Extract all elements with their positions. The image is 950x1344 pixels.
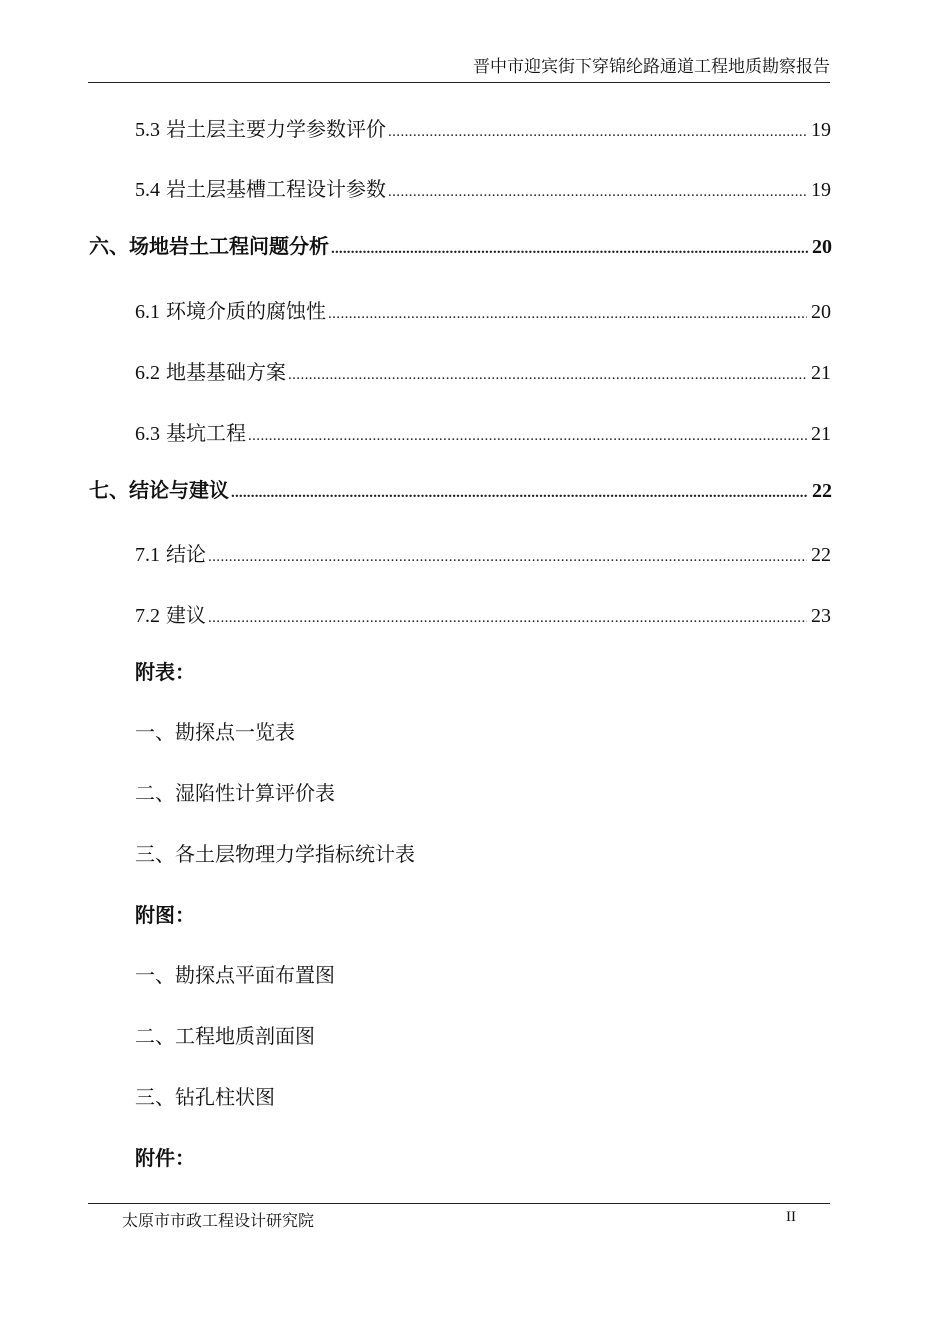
toc-entry-number: 5.4 [135, 179, 160, 201]
appendix-figure-item[interactable]: 二、工程地质剖面图 [135, 1024, 315, 1048]
toc-dot-leader [248, 428, 807, 445]
toc-entry-number: 6.3 [135, 423, 160, 445]
toc-entry-page: 21 [811, 423, 831, 445]
toc-entry-6-3[interactable] [135, 417, 831, 446]
toc-chapter-title: 结论与建议 [129, 478, 229, 502]
appendix-tables-heading: 附表： [135, 660, 195, 684]
toc-chapter-number: 六、 [89, 234, 129, 258]
toc-entry-7-1[interactable] [135, 538, 831, 567]
toc-entry-title: 环境介质的腐蚀性 [166, 299, 326, 323]
toc-entry-title: 岩土层主要力学参数评价 [166, 117, 386, 141]
toc-dot-leader [388, 124, 807, 141]
toc-entry-title: 地基基础方案 [166, 360, 286, 384]
footer-divider [88, 1203, 830, 1204]
toc-dot-leader [208, 549, 807, 566]
toc-entry-7-2[interactable] [135, 599, 831, 628]
footer-page-number: II [786, 1209, 796, 1225]
footer-organization: 太原市市政工程设计研究院 [122, 1211, 315, 1230]
toc-entry-number: 5.3 [135, 119, 160, 141]
toc-dot-leader [288, 367, 807, 384]
document-title: 晋中市迎宾街下穿锦纶路通道工程地质勘察报告 [473, 57, 830, 77]
appendix-figure-item[interactable]: 一、勘探点平面布置图 [135, 963, 335, 987]
toc-chapter-6[interactable] [89, 230, 832, 259]
toc-dot-leader [208, 610, 807, 627]
toc-entry-5-4[interactable] [135, 173, 831, 202]
toc-chapter-title: 场地岩土工程问题分析 [129, 234, 329, 258]
toc-chapter-page: 20 [812, 236, 832, 258]
toc-entry-title: 建议 [166, 603, 206, 627]
toc-dot-leader [331, 241, 808, 258]
toc-chapter-7[interactable] [89, 474, 832, 503]
toc-entry-number: 7.1 [135, 544, 160, 566]
toc-entry-page: 19 [811, 119, 831, 141]
toc-dot-leader [388, 184, 807, 201]
toc-dot-leader [231, 485, 808, 502]
toc-chapter-page: 22 [812, 480, 832, 502]
toc-chapter-number: 七、 [89, 478, 129, 502]
attachments-heading: 附件： [135, 1146, 195, 1170]
toc-entry-title: 岩土层基槽工程设计参数 [166, 177, 386, 201]
appendix-table-item[interactable]: 一、勘探点一览表 [135, 720, 295, 744]
toc-entry-page: 21 [811, 362, 831, 384]
header-divider [88, 82, 830, 83]
toc-entry-number: 7.2 [135, 605, 160, 627]
toc-dot-leader [328, 306, 807, 323]
toc-entry-number: 6.1 [135, 301, 160, 323]
appendix-figure-item[interactable]: 三、钻孔柱状图 [135, 1085, 275, 1109]
toc-entry-number: 6.2 [135, 362, 160, 384]
toc-entry-title: 基坑工程 [166, 421, 246, 445]
toc-entry-page: 22 [811, 544, 831, 566]
toc-entry-title: 结论 [166, 542, 206, 566]
toc-entry-6-2[interactable] [135, 356, 831, 385]
appendix-figures-heading: 附图： [135, 903, 195, 927]
toc-entry-6-1[interactable] [135, 295, 831, 324]
toc-entry-page: 20 [811, 301, 831, 323]
toc-entry-page: 23 [811, 605, 831, 627]
toc-entry-page: 19 [811, 179, 831, 201]
toc-entry-5-3[interactable] [135, 113, 831, 142]
appendix-table-item[interactable]: 二、湿陷性计算评价表 [135, 781, 335, 805]
appendix-table-item[interactable]: 三、各土层物理力学指标统计表 [135, 842, 415, 866]
